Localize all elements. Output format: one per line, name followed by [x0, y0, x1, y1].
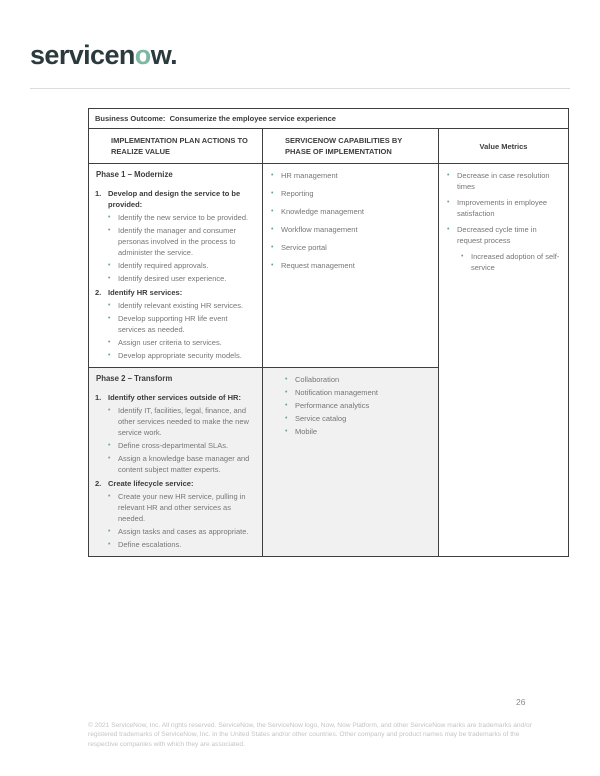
action-title: Identify other services outside of HR:	[108, 393, 241, 402]
phase2-capabilities-list	[269, 371, 432, 437]
action-number: 2.	[95, 479, 102, 488]
page-number: 26	[516, 697, 526, 707]
value-metrics-list	[445, 167, 562, 273]
bullet-icon: •	[108, 528, 111, 535]
list-item	[271, 170, 432, 181]
phase2-action-1	[95, 392, 256, 403]
bullet-icon: •	[108, 442, 111, 449]
header-divider	[30, 88, 570, 89]
bullet-text: Identify the manager and consumer personas involved in the process to administer the service.	[118, 226, 236, 257]
copyright-footer: © 2021 ServiceNow, Inc. All rights reserved. ServiceNow, the ServiceNow logo, Now, Now Platform, and other ServiceNow marks are trademarks and/or registered trademarks of ServiceNow, Inc. in the United States and/or other countries. Other company and product names may be trademarks of the respective companies with which they are associated.	[88, 722, 532, 748]
bullet-icon: •	[271, 262, 274, 269]
phase1-action-1	[95, 188, 256, 210]
list-item	[108, 453, 256, 475]
phase1-title: Phase 1 – Modernize	[96, 170, 173, 179]
list-item	[108, 313, 256, 335]
phase2-title: Phase 2 – Transform	[96, 374, 173, 383]
business-outcome-row	[89, 109, 569, 129]
phase1-action-2-bullets	[108, 300, 256, 361]
bullet-text: Develop appropriate security models.	[118, 351, 242, 360]
list-item	[108, 225, 256, 258]
list-item	[447, 197, 562, 219]
bullet-icon: •	[285, 428, 288, 435]
capability: Notification management	[295, 388, 378, 397]
list-item	[285, 387, 432, 398]
phase2-action-2	[95, 478, 256, 489]
list-item	[271, 188, 432, 199]
column-header-value-metrics: Value Metrics	[439, 129, 569, 164]
capability: Knowledge management	[281, 207, 364, 216]
phase1-action-2	[95, 287, 256, 298]
list-item	[108, 337, 256, 348]
bullet-icon: •	[461, 253, 464, 260]
phase1-capabilities-cell	[263, 164, 439, 368]
bullet-icon: •	[285, 389, 288, 396]
bullet-icon: •	[108, 352, 111, 359]
bullet-icon: •	[285, 415, 288, 422]
phase1-actions-cell	[89, 164, 263, 368]
bullet-icon: •	[108, 302, 111, 309]
capability: HR management	[281, 171, 338, 180]
list-item	[447, 170, 562, 192]
bullet-icon: •	[447, 226, 450, 233]
list-item	[108, 440, 256, 451]
list-item	[108, 539, 256, 550]
action-number: 1.	[95, 189, 102, 198]
logo-text-1: servicen	[30, 40, 135, 70]
bullet-icon: •	[108, 275, 111, 282]
bullet-icon: •	[447, 199, 450, 206]
metric: Decrease in case resolution times	[457, 171, 550, 191]
list-item	[108, 526, 256, 537]
capability: Reporting	[281, 189, 314, 198]
list-item	[285, 426, 432, 437]
bullet-text: Identify relevant existing HR services.	[118, 301, 244, 310]
value-metrics-cell	[439, 164, 569, 557]
bullet-text: Assign tasks and cases as appropriate.	[118, 527, 249, 536]
list-item-sub	[461, 251, 562, 273]
bullet-icon: •	[108, 315, 111, 322]
list-item	[108, 212, 256, 223]
phase2-action-2-bullets	[108, 491, 256, 550]
list-item	[285, 374, 432, 385]
list-item	[108, 300, 256, 311]
bullet-icon: •	[108, 262, 111, 269]
bullet-icon: •	[108, 541, 111, 548]
phase2-action-1-bullets	[108, 405, 256, 475]
column-header-capabilities: SERVICENOW CAPABILITIES BY PHASE OF IMPLEMENTATION	[263, 129, 439, 164]
bullet-icon: •	[271, 172, 274, 179]
phase1-action-1-bullets	[108, 212, 256, 284]
bullet-icon: •	[447, 172, 450, 179]
metric: Decreased cycle time in request process	[457, 225, 537, 245]
bullet-text: Assign user criteria to services.	[118, 338, 222, 347]
list-item	[271, 206, 432, 217]
phase1-capabilities-list	[269, 167, 432, 271]
capability: Performance analytics	[295, 401, 370, 410]
bullet-icon: •	[108, 493, 111, 500]
action-title: Develop and design the service to be provided:	[108, 189, 241, 209]
column-header-actions: IMPLEMENTATION PLAN ACTIONS TO REALIZE VALUE	[89, 129, 263, 164]
list-item	[447, 224, 562, 246]
list-item	[271, 260, 432, 271]
list-item	[108, 405, 256, 438]
bullet-text: Identify required approvals.	[118, 261, 209, 270]
capability: Mobile	[295, 427, 318, 436]
capability: Service portal	[281, 243, 327, 252]
list-item	[285, 413, 432, 424]
business-outcome-label: Business Outcome:	[95, 114, 166, 123]
capability: Service catalog	[295, 414, 347, 423]
bullet-icon: •	[271, 244, 274, 251]
bullet-icon: •	[108, 455, 111, 462]
bullet-icon: •	[271, 226, 274, 233]
list-item	[108, 273, 256, 284]
bullet-text: Identify the new service to be provided.	[118, 213, 249, 222]
bullet-text: Develop supporting HR life event services as needed.	[118, 314, 228, 334]
bullet-icon: •	[108, 339, 111, 346]
bullet-icon: •	[108, 214, 111, 221]
phase2-actions-cell	[89, 368, 263, 557]
capability: Request management	[281, 261, 355, 270]
bullet-icon: •	[108, 407, 111, 414]
bullet-icon: •	[285, 376, 288, 383]
bullet-text: Identify IT, facilities, legal, finance, and other services needed to make the new service work.	[118, 406, 249, 437]
sub-metric: Increased adoption of self-service	[471, 252, 560, 272]
list-item	[285, 400, 432, 411]
logo-text-2: w	[150, 40, 171, 70]
list-item	[108, 350, 256, 361]
business-outcome-value: Consumerize the employee service experience	[169, 114, 336, 123]
bullet-text: Create your new HR service, pulling in relevant HR and other services as needed.	[118, 492, 246, 523]
capability: Workflow management	[281, 225, 358, 234]
implementation-table	[88, 108, 568, 557]
action-number: 2.	[95, 288, 102, 297]
capability: Collaboration	[295, 375, 340, 384]
action-title: Create lifecycle service:	[108, 479, 194, 488]
logo-green-o-icon: o	[134, 40, 151, 70]
column-header-row	[89, 129, 569, 164]
logo-period: .	[170, 40, 178, 70]
servicenow-logo	[30, 40, 177, 71]
list-item	[108, 491, 256, 524]
phase2-capabilities-cell	[263, 368, 439, 557]
bullet-icon: •	[271, 208, 274, 215]
bullet-text: Define cross-departmental SLAs.	[118, 441, 229, 450]
bullet-text: Define escalations.	[118, 540, 182, 549]
bullet-icon: •	[108, 227, 111, 234]
action-number: 1.	[95, 393, 102, 402]
metric: Improvements in employee satisfaction	[457, 198, 548, 218]
bullet-text: Assign a knowledge base manager and content subject matter experts.	[118, 454, 250, 474]
bullet-icon: •	[271, 190, 274, 197]
list-item	[271, 224, 432, 235]
phase1-row	[89, 164, 569, 368]
list-item	[108, 260, 256, 271]
bullet-text: Identify desired user experience.	[118, 274, 227, 283]
bullet-icon: •	[285, 402, 288, 409]
business-outcome-cell	[89, 109, 569, 129]
list-item	[271, 242, 432, 253]
action-title: Identify HR services:	[108, 288, 183, 297]
